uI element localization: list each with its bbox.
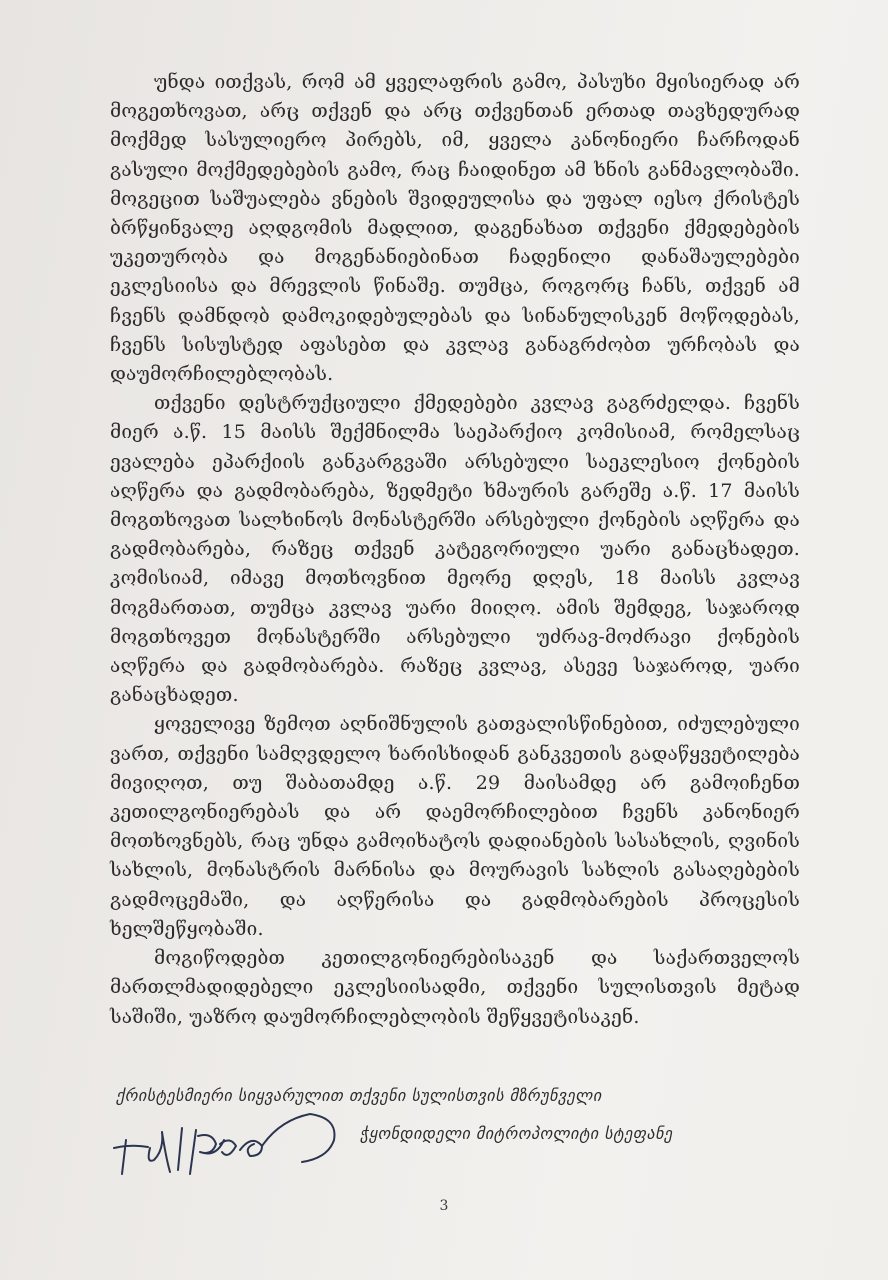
signature [112,1100,342,1180]
paragraph-1: უნდა ითქვას, რომ ამ ყველაფრის გამო, პასუხი მყისიერად არ მოგეთხოვათ, არც თქვენ და არც თქვენთან ერთად თავხედურად მოქმედ სასულიერო პირებს, იმ, ყველა კანონიერი ჩარჩოდან გასული მოქმედებების გამო, რაც ჩაიდინეთ ამ ხნის განმავლობაში. მოგეცით საშუალება ვნების შვიდეულისა და უფალ იესო ქრისტეს ბრწყინვალე აღდგომის მადლით, დაგენახათ თქვენი ქმედებების უკეთურობა და მოგენანიებინათ ჩადენილი დანაშაულებები ეკლესიისა და მრევლის წინაშე. თუმცა, როგორც ჩანს, თქვენ ამ ჩვენს დამნდობ დამოკიდებულებას და სინანულისკენ მოწოდებას, ჩვენს სისუსტედ აფასებთ და კვლავ განაგრძობთ ურჩობას და დაუმორჩილებლობას. [110,71,800,386]
closing-phrase: ქრისტესმიერი სიყვარულით თქვენი სულისთვის მზრუნველი [116,1086,602,1105]
paragraph-3: ყოველივე ზემოთ აღნიშნულის გათვალისწინებით, იძულებული ვართ, თქვენი სამღვდელო ხარისხიდან განკვეთის გადაწყვეტილება მივიღოთ, თუ შაბათამდე ა.წ. 29 მაისამდე არ გამოიჩენთ კეთილგონიერებას და არ დაემორჩილებით ჩვენს კანონიერ მოთხოვნებს, რაც უნდა გამოიხატოს დადიანების სასახლის, ღვინის სახლის, მონასტრის მარნისა და მოურავის სახლის გასაღებების გადმოცემაში, და აღწერისა და გადმობარების პროცესის ხელშეწყობაში. [110,713,800,940]
letter-body [110,68,800,1032]
paragraph-2: თქვენი დესტრუქციული ქმედებები კვლავ გაგრძელდა. ჩვენს მიერ ა.წ. 15 მაისს შექმნილმა საეპარქიო კომისიამ, რომელსაც ევალება ეპარქიის განკარგვაში არსებული საეკლესიო ქონების აღწერა და გადმობარება, ზედმეტი ხმაურის გარეშე ა.წ. 17 მაისს მოგთხოვათ სალხინოს მონასტერში არსებული ქონების აღწერა და გადმობარება, რაზეც თქვენ კატეგორიული უარი განაცხადეთ. კომისიამ, იმავე მოთხოვნით მეორე დღეს, 18 მაისს კვლავ მოგმართათ, თუმცა კვლავ უარი მიიღო. ამის შემდეგ, საჯაროდ მოგთხოვეთ მონასტერში არსებული უძრავ-მოძრავი ქონების აღწერა და გადმობარება. რაზეც კვლავ, ასევე საჯაროდ, უარი განაცხადეთ. [110,392,800,707]
signer-name: ჭყონდიდელი მიტროპოლიტი სტეფანე [360,1124,673,1143]
paragraph-4: მოგიწოდებთ კეთილგონიერებისაკენ და საქართველოს მართლმადიდებელი ეკლესიისადმი, თქვენი სულისთვის მეტად საშიში, უაზრო დაუმორჩილებლობის შეწყვეტისაკენ. [110,947,800,1028]
page-number: 3 [439,1198,449,1214]
